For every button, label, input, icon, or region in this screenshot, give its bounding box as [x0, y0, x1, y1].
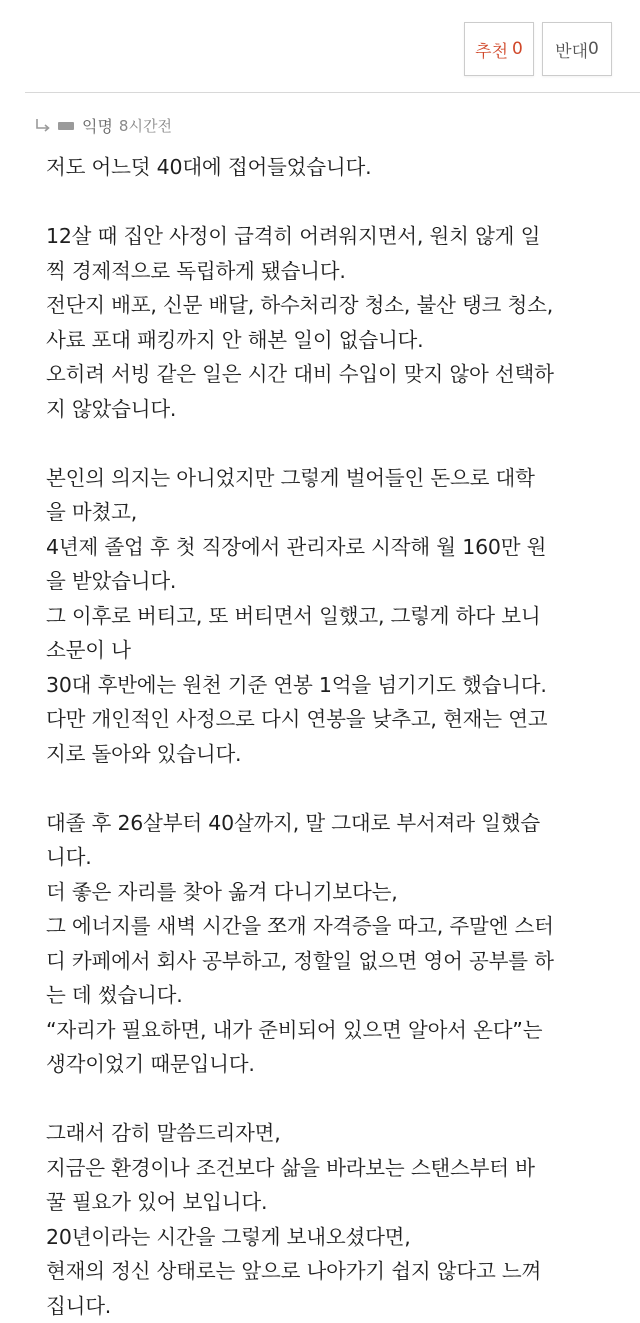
- recommend-button[interactable]: [464, 22, 534, 76]
- comment-line: 그 에너지를 새벽 시간을 쪼개 자격증을 따고, 주말엔 스터: [46, 909, 621, 944]
- oppose-button[interactable]: [542, 22, 612, 76]
- comment-line: 디 카페에서 회사 공부하고, 정할일 없으면 영어 공부를 하: [46, 944, 621, 979]
- comment-line: 그래서 감히 말씀드리자면,: [46, 1116, 621, 1151]
- vote-bar: [464, 22, 612, 76]
- comment-line: 오히려 서빙 같은 일은 시간 대비 수입이 맞지 않아 선택하: [46, 357, 621, 392]
- comment-line: 지로 돌아와 있습니다.: [46, 737, 621, 772]
- reply-arrow-icon: [34, 117, 52, 135]
- comment-line: 지 않았습니다.: [46, 392, 621, 427]
- comment-line: 본인의 의지는 아니었지만 그렇게 벌어들인 돈으로 대학: [46, 461, 621, 496]
- comment-time: 8시간전: [119, 115, 172, 136]
- recommend-count: 0: [512, 39, 523, 59]
- comment-line: 사료 포대 패킹까지 안 해본 일이 없습니다.: [46, 323, 621, 358]
- comment-line: 다만 개인적인 사정으로 다시 연봉을 낮추고, 현재는 연고: [46, 702, 621, 737]
- comment-line: 대졸 후 26살부터 40살까지, 말 그대로 부서져라 일했습: [46, 806, 621, 841]
- comment-line: 그 이후로 버티고, 또 버티면서 일했고, 그렇게 하다 보니: [46, 599, 621, 634]
- comment-line: 을 받았습니다.: [46, 564, 621, 599]
- comment-line: 4년제 졸업 후 첫 직장에서 관리자로 시작해 월 160만 원: [46, 530, 621, 565]
- comment-author: 익명: [82, 114, 113, 137]
- comment-line: 20년이라는 시간을 그렇게 보내오셨다면,: [46, 1220, 621, 1255]
- comment-line: 집니다.: [46, 1289, 621, 1323]
- paragraph-gap: [46, 1082, 621, 1117]
- comment-line: “자리가 필요하면, 내가 준비되어 있으면 알아서 온다”는: [46, 1013, 621, 1048]
- comment-line: 저도 어느덧 40대에 접어들었습니다.: [46, 150, 621, 185]
- comment-meta: [34, 114, 172, 137]
- comment-body: [46, 150, 621, 1323]
- anonymous-badge-icon: [58, 122, 74, 130]
- recommend-label: 추천: [475, 37, 508, 62]
- comment-line: 소문이 나: [46, 633, 621, 668]
- oppose-count: 0: [588, 39, 599, 59]
- comment-line: 12살 때 집안 사정이 급격히 어려워지면서, 원치 않게 일: [46, 219, 621, 254]
- comment-line: 지금은 환경이나 조건보다 삶을 바라보는 스탠스부터 바: [46, 1151, 621, 1186]
- paragraph-gap: [46, 771, 621, 806]
- paragraph-gap: [46, 185, 621, 220]
- comment-line: 꿀 필요가 있어 보입니다.: [46, 1185, 621, 1220]
- comment-line: 생각이었기 때문입니다.: [46, 1047, 621, 1082]
- comment-line: 을 마쳤고,: [46, 495, 621, 530]
- comment-divider: [25, 92, 640, 93]
- comment-line: 는 데 썼습니다.: [46, 978, 621, 1013]
- comment-line: 찍 경제적으로 독립하게 됐습니다.: [46, 254, 621, 289]
- comment-line: 전단지 배포, 신문 배달, 하수처리장 청소, 불산 탱크 청소,: [46, 288, 621, 323]
- oppose-label: 반대: [555, 37, 588, 62]
- comment-line: 더 좋은 자리를 찾아 옮겨 다니기보다는,: [46, 875, 621, 910]
- comment-line: 현재의 정신 상태로는 앞으로 나아가기 쉽지 않다고 느껴: [46, 1254, 621, 1289]
- paragraph-gap: [46, 426, 621, 461]
- comment-line: 니다.: [46, 840, 621, 875]
- comment-line: 30대 후반에는 원천 기준 연봉 1억을 넘기기도 했습니다.: [46, 668, 621, 703]
